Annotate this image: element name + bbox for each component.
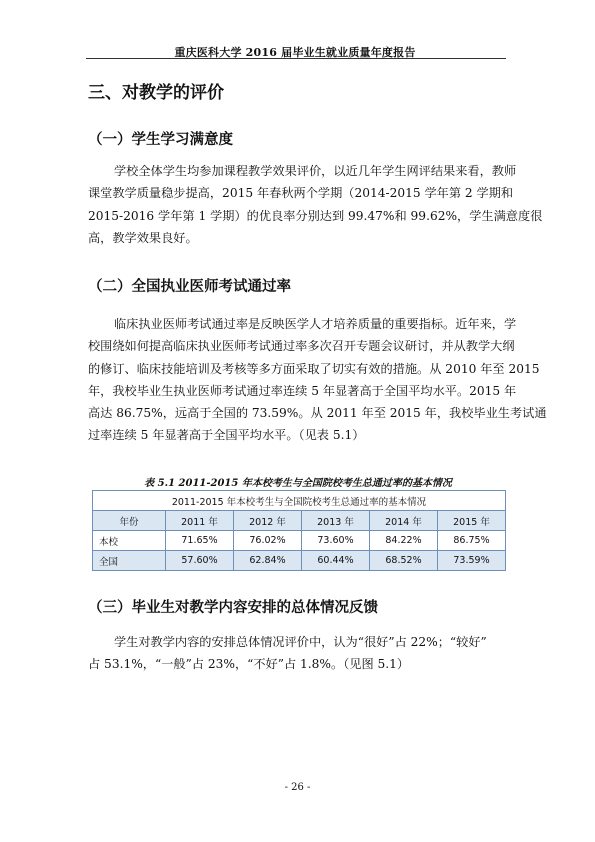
- paragraph-line: 校围绕如何提高临床执业医师考试通过率多次召开专题会议研讨，并从教学大纲: [88, 339, 515, 354]
- paragraph-line: 学生对教学内容的安排总体情况评价中，认为“很好”占 22%；“较好”: [114, 635, 487, 649]
- paragraph-line: 的修订、临床技能培训及考核等多方面采取了切实有效的措施。从 2010 年至 2015: [88, 361, 540, 376]
- table-cell: 84.22%: [370, 531, 438, 551]
- paragraph-content-feedback: [88, 631, 508, 676]
- table-caption: 表 5.1 2011-2015 年本校考生与全国院校考生总通过率的基本情况: [144, 478, 452, 489]
- table-header-cell: 2013 年: [302, 511, 370, 531]
- table-row: [93, 551, 506, 571]
- table-cell: 73.60%: [302, 531, 370, 551]
- table-cell: 68.52%: [370, 551, 438, 571]
- table-cell: 62.84%: [234, 551, 302, 571]
- table-row-label: 全国: [93, 551, 166, 571]
- table-row: [93, 531, 506, 551]
- table-title-row: [93, 491, 506, 511]
- paragraph-line: 高达 86.75%，远高于全国的 73.59%。从 2011 年至 2015 年，我校毕业生考试通: [88, 406, 547, 421]
- table-header-cell: 2014 年: [370, 511, 438, 531]
- table-header-cell: 年份: [93, 511, 166, 531]
- paragraph-line: 占 53.1%，“一般”占 23%，“不好”占 1.8%。（见图 5.1）: [88, 657, 410, 672]
- paragraph-line: 2015-2016 学年第 1 学期）的优良率分别达到 99.47%和 99.62%，学生满意度很: [88, 208, 543, 223]
- table-title: 2011-2015 年本校考生与全国院校考生总通过率的基本情况: [93, 491, 506, 511]
- paragraph-line: 课堂教学质量稳步提高，2015 年春秋两个学期（2014-2015 学年第 2 学期和: [88, 186, 514, 201]
- pass-rate-table: [92, 490, 506, 571]
- section-title: 三、对教学的评价: [88, 83, 224, 103]
- table-cell: 57.60%: [166, 551, 234, 571]
- table-cell: 73.59%: [438, 551, 506, 571]
- paragraph-satisfaction: [88, 160, 543, 249]
- table-header-cell: 2015 年: [438, 511, 506, 531]
- table-header-row: [93, 511, 506, 531]
- subsection-title-content-feedback: （三）毕业生对教学内容安排的总体情况反馈: [88, 600, 378, 616]
- table-cell: 71.65%: [166, 531, 234, 551]
- subsection-title-exam-pass-rate: （二）全国执业医师考试通过率: [88, 279, 291, 295]
- header-divider: [86, 58, 506, 59]
- page-number: - 26 -: [284, 782, 311, 793]
- report-header: 重庆医科大学 2016 届毕业生就业质量年度报告: [174, 46, 416, 59]
- table-header-cell: 2012 年: [234, 511, 302, 531]
- paragraph-line: 临床执业医师考试通过率是反映医学人才培养质量的重要指标。近年来，学: [114, 317, 517, 331]
- paragraph-line: 过率连续 5 年显著高于全国平均水平。（见表 5.1）: [88, 428, 365, 443]
- table-row-label: 本校: [93, 531, 166, 551]
- table-cell: 76.02%: [234, 531, 302, 551]
- paragraph-line: 高，教学效果良好。: [88, 230, 198, 245]
- paragraph-line: 学校全体学生均参加课程教学效果评价，以近几年学生网评结果来看，教师: [114, 164, 517, 178]
- table-cell: 60.44%: [302, 551, 370, 571]
- table-cell: 86.75%: [438, 531, 506, 551]
- paragraph-exam-pass-rate: [88, 313, 547, 447]
- subsection-title-satisfaction: （一）学生学习满意度: [88, 132, 233, 148]
- table-header-cell: 2011 年: [166, 511, 234, 531]
- paragraph-line: 年，我校毕业生执业医师考试通过率连续 5 年显著高于全国平均水平。2015 年: [88, 383, 517, 398]
